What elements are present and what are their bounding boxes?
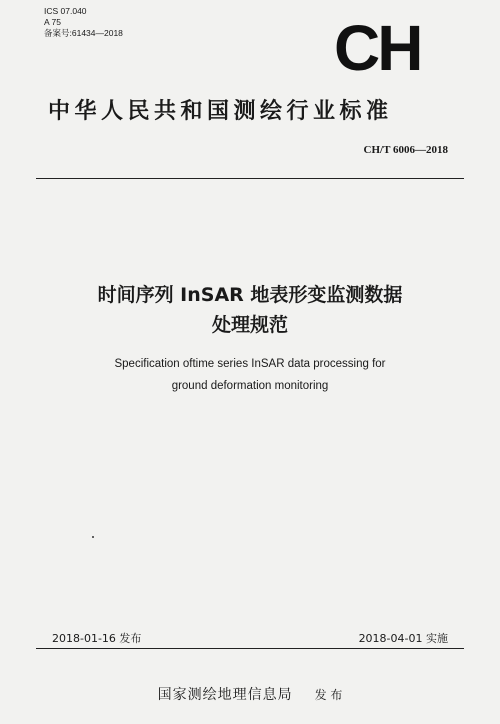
standard-code: CH/T 6006—2018	[363, 144, 448, 156]
footer-divider	[36, 648, 464, 649]
class-code: A 75	[44, 17, 62, 27]
print-speck	[92, 536, 94, 538]
chinese-title-line-2: 处理规范	[211, 314, 288, 336]
standard-category-title: 中华人民共和国测绘行业标准	[48, 99, 393, 124]
publisher-name: 国家测绘地理信息局	[157, 687, 293, 703]
english-title-line-1: Specification oftime series InSAR data processing for	[114, 358, 386, 370]
publish-label: 发 布	[314, 688, 343, 702]
record-number: 备案号:61434—2018	[44, 28, 123, 38]
chinese-title-line-1: 时间序列 InSAR 地表形变监测数据	[97, 284, 403, 306]
ch-logo: CH	[334, 12, 421, 84]
header-divider	[36, 178, 464, 179]
implementation-date: 2018-04-01 实施	[358, 632, 448, 645]
classification-block	[44, 6, 123, 39]
ics-code: ICS 07.040	[44, 6, 87, 16]
english-title-line-2: ground deformation monitoring	[171, 380, 329, 392]
publisher-line	[0, 684, 500, 704]
issue-date: 2018-01-16 发布	[52, 632, 142, 645]
